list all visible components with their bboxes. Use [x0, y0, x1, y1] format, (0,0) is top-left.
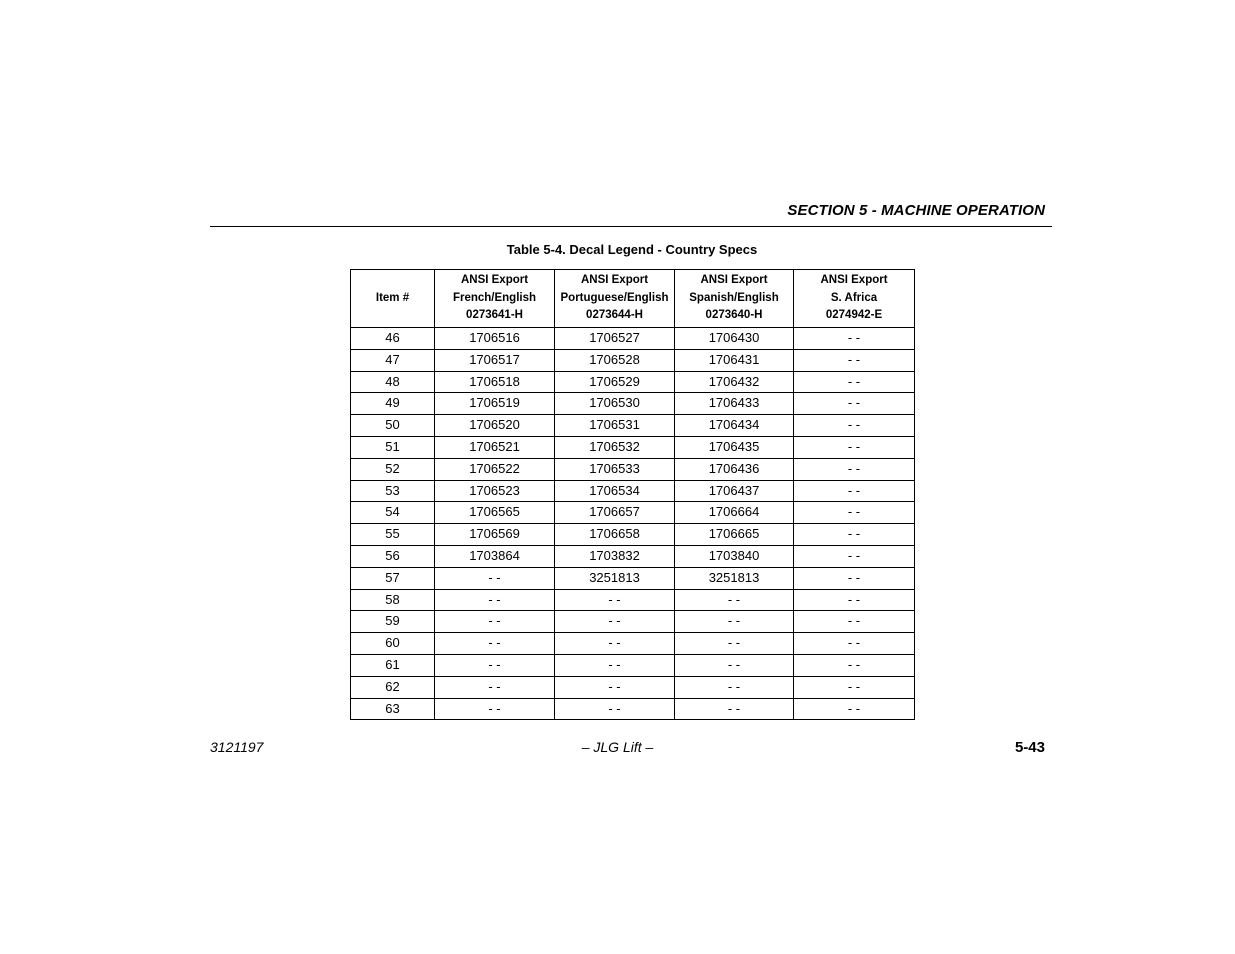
item-number-cell: 52: [351, 458, 435, 480]
section-title: SECTION 5 - MACHINE OPERATION: [787, 202, 1045, 219]
part-number-cell: - -: [675, 698, 794, 720]
part-number-cell: - -: [555, 611, 675, 633]
part-number-cell: - -: [794, 654, 915, 676]
table-row: [351, 567, 915, 589]
item-number-cell: 60: [351, 633, 435, 655]
part-number-cell: 1706533: [555, 458, 675, 480]
part-number-cell: - -: [675, 633, 794, 655]
part-number-cell: 1706435: [675, 436, 794, 458]
part-number-cell: 1706658: [555, 524, 675, 546]
table-row: [351, 676, 915, 698]
column-header-french-english: [435, 270, 555, 328]
part-number-cell: - -: [555, 698, 675, 720]
part-number-cell: - -: [435, 654, 555, 676]
column-header-line: Portuguese/English: [560, 291, 669, 304]
part-number-cell: - -: [794, 567, 915, 589]
part-number-cell: 3251813: [675, 567, 794, 589]
item-number-cell: 47: [351, 349, 435, 371]
part-number-cell: 1706518: [435, 371, 555, 393]
part-number-cell: - -: [794, 349, 915, 371]
column-header-line: 0273641-H: [466, 309, 523, 322]
table-row: [351, 502, 915, 524]
column-header-line: ANSI Export: [820, 274, 888, 287]
column-header-line: Spanish/English: [689, 291, 779, 304]
footer-page-number: 5-43: [1014, 739, 1045, 756]
part-number-cell: - -: [794, 328, 915, 350]
part-number-cell: - -: [435, 567, 555, 589]
item-number-cell: 53: [351, 480, 435, 502]
part-number-cell: 1706516: [435, 328, 555, 350]
part-number-cell: - -: [675, 676, 794, 698]
part-number-cell: - -: [435, 589, 555, 611]
part-number-cell: 1706437: [675, 480, 794, 502]
part-number-cell: 1706534: [555, 480, 675, 502]
part-number-cell: 1706517: [435, 349, 555, 371]
part-number-cell: - -: [794, 415, 915, 437]
item-number-cell: 48: [351, 371, 435, 393]
item-number-cell: 49: [351, 393, 435, 415]
part-number-cell: 1706657: [555, 502, 675, 524]
part-number-cell: - -: [555, 633, 675, 655]
part-number-cell: 1706665: [675, 524, 794, 546]
column-header-portuguese-english: [555, 270, 675, 328]
table-row: [351, 611, 915, 633]
table-row: [351, 698, 915, 720]
header-rule: [210, 226, 1052, 227]
part-number-cell: 1703864: [435, 545, 555, 567]
part-number-cell: - -: [675, 611, 794, 633]
table-row: [351, 393, 915, 415]
column-header-line: French/English: [452, 291, 537, 304]
part-number-cell: - -: [794, 436, 915, 458]
table-row: [351, 436, 915, 458]
part-number-cell: - -: [555, 589, 675, 611]
part-number-cell: 1706522: [435, 458, 555, 480]
part-number-cell: 1706532: [555, 436, 675, 458]
table-body: [351, 328, 915, 720]
item-number-cell: 58: [351, 589, 435, 611]
item-number-cell: 62: [351, 676, 435, 698]
column-header-line: 0274942-E: [825, 309, 883, 322]
part-number-cell: - -: [794, 524, 915, 546]
column-header-line: ANSI Export: [700, 274, 768, 287]
part-number-cell: 1706430: [675, 328, 794, 350]
part-number-cell: 1706520: [435, 415, 555, 437]
part-number-cell: - -: [794, 458, 915, 480]
part-number-cell: 1703832: [555, 545, 675, 567]
part-number-cell: - -: [794, 393, 915, 415]
part-number-cell: 1706565: [435, 502, 555, 524]
part-number-cell: - -: [794, 633, 915, 655]
part-number-cell: - -: [794, 502, 915, 524]
part-number-cell: - -: [794, 589, 915, 611]
part-number-cell: 1706433: [675, 393, 794, 415]
table-row: [351, 589, 915, 611]
part-number-cell: - -: [794, 545, 915, 567]
part-number-cell: 1706529: [555, 371, 675, 393]
table-row: [351, 654, 915, 676]
table-row: [351, 328, 915, 350]
table-row: [351, 545, 915, 567]
column-header-line: ANSI Export: [460, 274, 529, 287]
part-number-cell: - -: [435, 611, 555, 633]
footer-publisher: – JLG Lift –: [581, 739, 654, 755]
table-row: [351, 349, 915, 371]
part-number-cell: - -: [435, 676, 555, 698]
column-header-line: S. Africa: [830, 291, 878, 304]
item-number-cell: 61: [351, 654, 435, 676]
part-number-cell: - -: [794, 480, 915, 502]
part-number-cell: 1706431: [675, 349, 794, 371]
part-number-cell: 1706519: [435, 393, 555, 415]
table-row: [351, 371, 915, 393]
part-number-cell: - -: [435, 633, 555, 655]
table-row: [351, 633, 915, 655]
part-number-cell: - -: [555, 654, 675, 676]
part-number-cell: - -: [794, 676, 915, 698]
item-number-cell: 56: [351, 545, 435, 567]
column-header-item: [351, 270, 435, 328]
table-row: [351, 480, 915, 502]
table-row: [351, 524, 915, 546]
footer-doc-number: 3121197: [210, 739, 264, 755]
part-number-cell: - -: [675, 589, 794, 611]
part-number-cell: - -: [555, 676, 675, 698]
item-number-cell: 59: [351, 611, 435, 633]
column-header-line: Item #: [375, 291, 410, 304]
item-number-cell: 63: [351, 698, 435, 720]
part-number-cell: 1706436: [675, 458, 794, 480]
part-number-cell: 3251813: [555, 567, 675, 589]
table-row: [351, 458, 915, 480]
part-number-cell: 1706528: [555, 349, 675, 371]
item-number-cell: 46: [351, 328, 435, 350]
part-number-cell: 1706527: [555, 328, 675, 350]
column-header-line: 0273640-H: [705, 309, 763, 322]
item-number-cell: 50: [351, 415, 435, 437]
table-header-row: [351, 270, 915, 328]
part-number-cell: - -: [794, 371, 915, 393]
table-title: Table 5-4. Decal Legend - Country Specs: [506, 242, 758, 257]
part-number-cell: 1706530: [555, 393, 675, 415]
part-number-cell: 1706432: [675, 371, 794, 393]
column-header-line: ANSI Export: [580, 274, 649, 287]
part-number-cell: - -: [794, 698, 915, 720]
part-number-cell: 1706531: [555, 415, 675, 437]
item-number-cell: 51: [351, 436, 435, 458]
column-header-line: 0273644-H: [586, 309, 643, 322]
table-row: [351, 415, 915, 437]
item-number-cell: 55: [351, 524, 435, 546]
part-number-cell: - -: [794, 611, 915, 633]
column-header-south-africa: [794, 270, 915, 328]
item-number-cell: 54: [351, 502, 435, 524]
part-number-cell: 1706664: [675, 502, 794, 524]
part-number-cell: 1703840: [675, 545, 794, 567]
part-number-cell: - -: [435, 698, 555, 720]
column-header-spanish-english: [675, 270, 794, 328]
part-number-cell: - -: [675, 654, 794, 676]
decal-legend-table: [350, 269, 915, 720]
part-number-cell: 1706434: [675, 415, 794, 437]
part-number-cell: 1706521: [435, 436, 555, 458]
part-number-cell: 1706523: [435, 480, 555, 502]
item-number-cell: 57: [351, 567, 435, 589]
part-number-cell: 1706569: [435, 524, 555, 546]
